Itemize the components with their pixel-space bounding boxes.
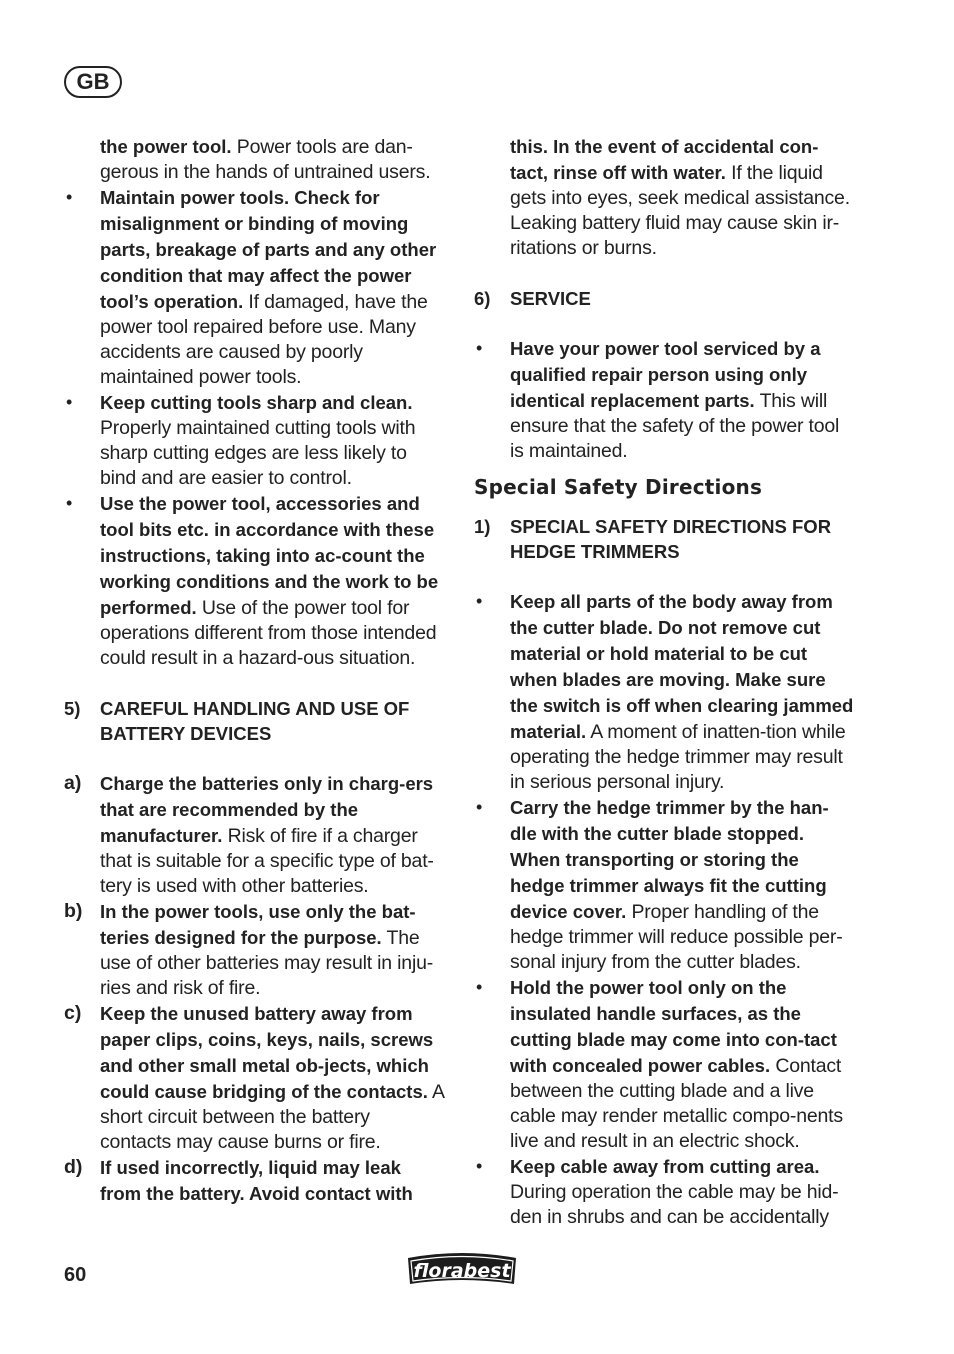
bold-text: Use the power tool, accessories and tool bits etc. in accordance with these instructions, taking into ac-count the working conditions and the work to be performed. [100,493,439,618]
body-text: Risk of fire if a charger that is suitable for a specific type of bat-tery is used with other batteries. [100,825,434,897]
body-text: Properly maintained cutting tools with sharp cutting edges are less likely to bind and are easier to control. [100,417,416,489]
bold-text: Keep all parts of the body away from the cutter blade. Do not remove cut material or hold material to be cut when blades are moving. Make sure the switch is off when clearing jammed material. [510,591,854,742]
body-text: Proper handling of the hedge trimmer will reduce possible per-sonal injury from the cutter blades. [510,901,843,973]
list-item [64,771,444,899]
list-item [474,975,854,1154]
list-item [474,1154,854,1230]
bold-text: Keep cutting tools sharp and clean. [100,392,413,413]
body-text: Power tools are dan-gerous in the hands of untrained users. [100,136,431,183]
bullet-icon: • [476,977,483,997]
bold-text: Carry the hedge trimmer by the han-dle with the cutter blade stopped. When transporting or storing the hedge trimmer always fit the cutting device cover. [510,797,829,922]
bold-text: Charge the batteries only in charg-ers that are recommended by the manufacturer. [100,773,434,846]
body-text: If damaged, have the power tool repaired before use. Many accidents are caused by poorly maintained power tools. [100,291,428,388]
bullet-icon: • [476,591,483,611]
body-text: This will ensure that the safety of the power tool is maintained. [510,390,840,462]
list-item [64,1001,444,1155]
bullet-icon: • [476,338,483,358]
list-marker: b) [64,900,83,922]
section-number: 5) [64,698,81,719]
bold-text: If used incorrectly, liquid may leak from the battery. Avoid contact with [100,1157,413,1204]
body-text: A moment of inatten-tion while operating the hedge trimmer may result in serious personal injury. [510,721,846,793]
section-heading [474,514,854,564]
bullet-icon: • [66,493,73,513]
bullet-icon: • [66,187,73,207]
list-item [474,795,854,975]
bold-text: Keep cable away from cutting area. [510,1156,820,1177]
bold-text: Maintain power tools. Check for misalignment or binding of moving parts, breakage of parts and any other condition that may affect the power tool’s operation. [100,187,437,312]
section-number: 6) [474,288,491,309]
bold-text: the power tool. [100,136,232,157]
body-text: A short circuit between the battery contacts may cause burns or fire. [100,1081,444,1153]
list-item [64,1155,444,1207]
section-number: 1) [474,516,491,537]
list-item [474,589,854,795]
language-badge: GB [64,66,122,98]
section-heading [64,696,444,746]
section-heading [474,286,854,311]
bold-text: Keep the unused battery away from paper clips, coins, keys, nails, screws and other small metal ob-jects, which could cause bridging of the contacts. [100,1003,434,1102]
list-marker: d) [64,1156,83,1178]
list-item [64,390,444,491]
florabest-logo [405,1246,519,1288]
right-column [474,134,854,1230]
special-safety-heading: Special Safety Directions [474,475,763,499]
paragraph [64,134,444,185]
body-text: Contact between the cutting blade and a live cable may render metallic compo-nents live and result in an electric shock. [510,1055,843,1152]
bullet-icon: • [66,392,73,412]
body-text: The use of other batteries may result in inju-ries and risk of fire. [100,927,434,999]
list-item [64,899,444,1001]
bold-text: Hold the power tool only on the insulated handle surfaces, as the cutting blade may come into con-tact with concealed power cables. [510,977,837,1076]
paragraph [474,134,854,261]
page-number: 60 [64,1264,87,1286]
list-item [474,336,854,464]
list-marker: a) [64,772,82,794]
body-text: Use of the power tool for operations different from those intended could result in a hazard-ous situation. [100,597,437,669]
bold-text: In the power tools, use only the bat-teries designed for the purpose. [100,901,416,948]
bold-text: Have your power tool serviced by a qualified repair person using only identical replacement parts. [510,338,821,411]
list-item [64,491,444,671]
left-column [64,134,444,1207]
list-item [64,185,444,390]
section-title: SERVICE [510,288,591,309]
section-title: CAREFUL HANDLING AND USE OF BATTERY DEVICES [100,698,410,744]
body-text: If the liquid gets into eyes, seek medical assistance. Leaking battery fluid may cause skin ir-ritations or burns. [510,162,850,259]
list-marker: c) [64,1002,82,1024]
section-title: SPECIAL SAFETY DIRECTIONS FOR HEDGE TRIMMERS [510,516,832,562]
bullet-icon: • [476,1156,483,1176]
bullet-icon: • [476,797,483,817]
bold-text: this. In the event of accidental con-tact, rinse off with water. [510,136,819,183]
logo-text: florabest [413,1260,511,1282]
body-text: During operation the cable may be hid-den in shrubs and can be accidentally [510,1181,839,1228]
